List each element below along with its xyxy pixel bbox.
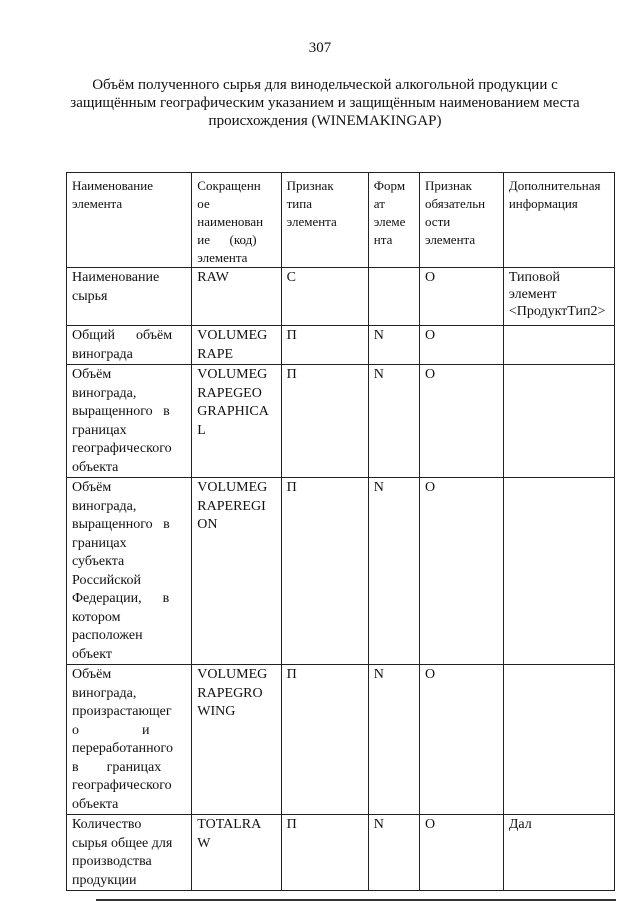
cell-element-type: П bbox=[281, 326, 368, 365]
cell-element-type: П bbox=[281, 665, 368, 815]
cell-element-format: N bbox=[368, 326, 419, 365]
cell-element-format: N bbox=[368, 815, 419, 891]
table-row bbox=[67, 326, 615, 365]
cell-element-required: О bbox=[419, 665, 503, 815]
cell-element-type: С bbox=[281, 268, 368, 326]
table-header-row bbox=[67, 173, 615, 268]
title-line-1: Объём полученного сырья для винодельческой алкогольной продукции с bbox=[92, 77, 558, 93]
table-row bbox=[67, 665, 615, 815]
cell-additional-info: Дал bbox=[503, 815, 614, 891]
cell-element-type: П bbox=[281, 815, 368, 891]
element-spec-table bbox=[66, 172, 615, 891]
cell-element-code: VOLUMEG RAPEREGI ON bbox=[192, 478, 281, 665]
cell-element-format: N bbox=[368, 365, 419, 478]
cell-element-code: VOLUMEG RAPE bbox=[192, 326, 281, 365]
cell-element-type: П bbox=[281, 478, 368, 665]
cell-element-required: О bbox=[419, 365, 503, 478]
cell-element-format: N bbox=[368, 665, 419, 815]
cell-element-format: N bbox=[368, 478, 419, 665]
cell-element-required: О bbox=[419, 326, 503, 365]
table-row bbox=[67, 365, 615, 478]
header-format: Форм ат элеме нта bbox=[368, 173, 419, 268]
cell-element-format bbox=[368, 268, 419, 326]
cell-element-code: VOLUMEG RAPEGRO WING bbox=[192, 665, 281, 815]
cell-additional-info bbox=[503, 665, 614, 815]
table-body bbox=[67, 173, 615, 891]
cell-element-name: Объём винограда, произрастающег о и переработанного в границах географического объекта bbox=[67, 665, 192, 815]
cell-element-name: Объём винограда, выращенного в границах географического объекта bbox=[67, 365, 192, 478]
cell-element-code: TOTALRA W bbox=[192, 815, 281, 891]
title-line-3: происхождения (WINEMAKINGAP) bbox=[208, 113, 442, 129]
cell-additional-info bbox=[503, 326, 614, 365]
cell-element-required: О bbox=[419, 268, 503, 326]
header-info: Дополнительная информация bbox=[503, 173, 614, 268]
cell-element-code: RAW bbox=[192, 268, 281, 326]
header-code: Сокращенн ое наименован ие (код) элемента bbox=[192, 173, 281, 268]
cell-additional-info bbox=[503, 478, 614, 665]
header-name: Наименование элемента bbox=[67, 173, 192, 268]
cell-element-type: П bbox=[281, 365, 368, 478]
cell-additional-info: Типовой элемент <ПродуктТип2> bbox=[503, 268, 614, 326]
table-row bbox=[67, 815, 615, 891]
cell-element-name: Наименование сырья bbox=[67, 268, 192, 326]
table-row bbox=[67, 268, 615, 326]
table-row bbox=[67, 478, 615, 665]
cell-element-code: VOLUMEG RAPEGEO GRAPHICA L bbox=[192, 365, 281, 478]
page-bottom-rule bbox=[96, 899, 616, 901]
page-number: 307 bbox=[308, 40, 332, 56]
cell-additional-info bbox=[503, 365, 614, 478]
cell-element-name: Объём винограда, выращенного в границах субъекта Российской Федерации, в котором расположен объект bbox=[67, 478, 192, 665]
cell-element-required: О bbox=[419, 478, 503, 665]
cell-element-name: Общий объём винограда bbox=[67, 326, 192, 365]
header-type: Признак типа элемента bbox=[281, 173, 368, 268]
header-required: Признак обязательн ости элемента bbox=[419, 173, 503, 268]
title-line-2: защищённым географическим указанием и защищённым наименованием места bbox=[70, 95, 580, 111]
cell-element-name: Количество сырья общее для производства продукции bbox=[67, 815, 192, 891]
document-title bbox=[60, 76, 590, 130]
cell-element-required: О bbox=[419, 815, 503, 891]
